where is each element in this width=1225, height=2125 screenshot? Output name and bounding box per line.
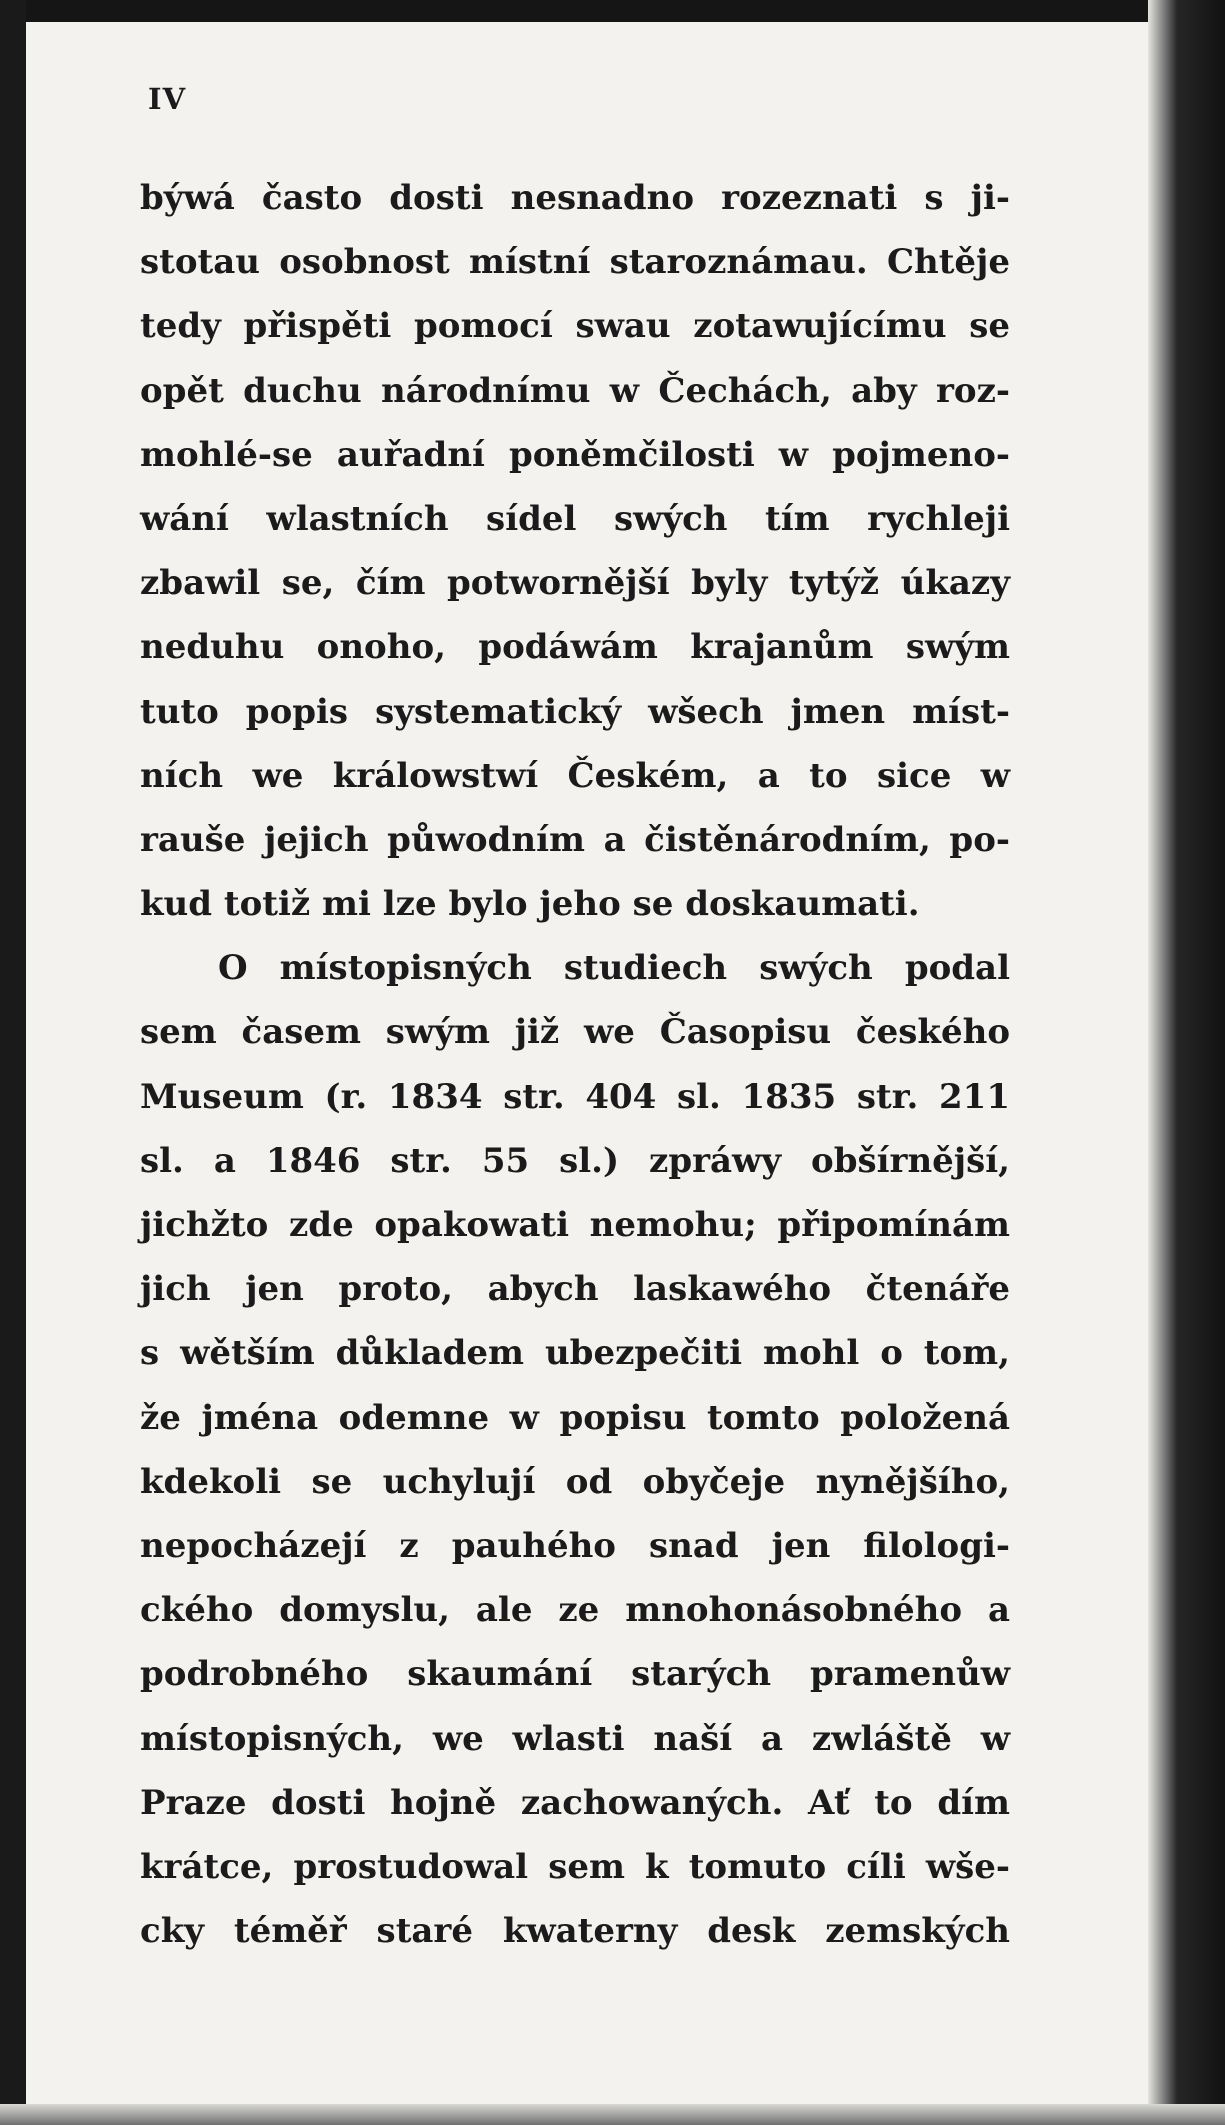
text-line: že jména odemne w popisu tomto položená	[140, 1397, 1010, 1438]
text-line: krátce, prostudowal sem k tomuto cíli wše-	[140, 1846, 1010, 1887]
text-line: cky téměř staré kwaterny desk zemských	[140, 1911, 1010, 1952]
scan-left-border	[0, 0, 26, 2125]
text-line: O místopisných studiech swých podal	[218, 948, 1010, 989]
text-line: nepocházejí z pauhého snad jen filologi-	[140, 1525, 1010, 1566]
text-line: podrobného skaumání starých pramenůw	[140, 1654, 1010, 1695]
text-line: sem časem swým již we Časopisu českého	[140, 1012, 1010, 1053]
text-line: jichžto zde opakowati nemohu; připomínám	[140, 1205, 1010, 1245]
text-line: sl. a 1846 str. 55 sl.) zpráwy obšírnější,	[140, 1140, 1010, 1181]
text-line: stotau osobnost místní staroznámau. Chtěje	[140, 242, 1010, 283]
text-line: opět duchu národnímu w Čechách, aby roz-	[140, 370, 1010, 411]
text-line: ckého domyslu, ale ze mnohonásobného a	[140, 1590, 1010, 1631]
scan-top-border	[0, 0, 1225, 22]
page-number: IV	[148, 82, 187, 116]
text-line: s wětším důkladem ubezpečiti mohl o tom,	[140, 1333, 1010, 1374]
text-line: býwá často dosti nesnadno rozeznati s ji-	[140, 178, 1010, 218]
text-line: zbawil se, čím potwornější byly tytýž úkazy	[140, 563, 1010, 604]
scan-right-border	[1148, 0, 1225, 2125]
text-line: kdekoli se uchylují od obyčeje nynějšího,	[140, 1461, 1010, 1502]
text-line: neduhu onoho, podáwám krajanům swým	[140, 627, 1010, 668]
text-line: tuto popis systematický wšech jmen míst-	[140, 691, 1010, 732]
text-line: tedy přispěti pomocí swau zotawujícímu se	[140, 306, 1010, 347]
text-line: rauše jejich půwodním a čistěnárodním, po-	[140, 819, 1010, 860]
text-line: kud totiž mi lze bylo jeho se doskaumati.	[140, 884, 920, 925]
text-line: ních we králowstwí Českém, a to sice w	[140, 755, 1010, 796]
scan-bottom-border	[0, 2104, 1225, 2125]
text-line: jich jen proto, abych laskawého čtenáře	[140, 1269, 1010, 1310]
text-line: mohlé-se auřadní poněmčilosti w pojmeno-	[140, 434, 1010, 475]
text-line: wání wlastních sídel swých tím rychleji	[140, 498, 1010, 539]
text-line: Praze dosti hojně zachowaných. Ať to dím	[140, 1782, 1010, 1823]
text-line: místopisných, we wlasti naší a zwláště w	[140, 1718, 1010, 1759]
body-text	[140, 166, 1010, 1963]
text-line: Museum (r. 1834 str. 404 sl. 1835 str. 211	[140, 1076, 1010, 1117]
